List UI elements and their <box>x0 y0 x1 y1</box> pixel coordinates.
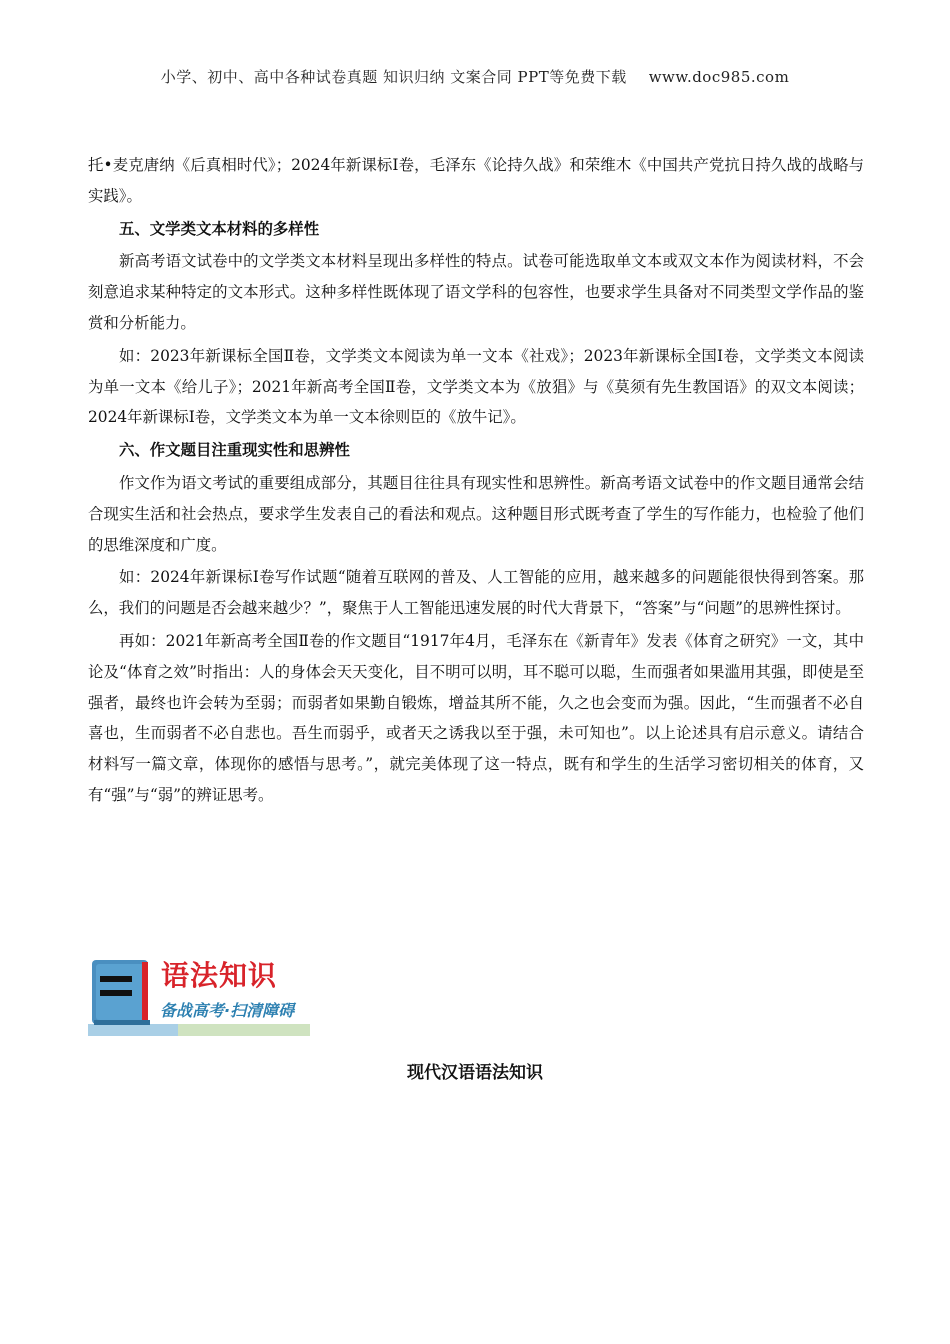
paragraph-literary-examples: 如：2023年新课标全国Ⅱ卷，文学类文本阅读为单一文本《社戏》；2023年新课标全国Ⅰ卷，文学类文本阅读为单一文本《给儿子》；2021年新高考全国Ⅱ卷，文学类文本为《放猖》与《莫须有先生教国语》的双文本阅读；2024年新课标Ⅰ卷，文学类文本为单一文本徐则臣的《放牛记》。 <box>88 346 864 427</box>
paragraph-continuation: 托•麦克唐纳《后真相时代》；2024年新课标Ⅰ卷，毛泽东《论持久战》和荣维木《中国共产党抗日持久战的战略与实践》。 <box>88 156 864 205</box>
header-text: 小学、初中、高中各种试卷真题 知识归纳 文案合同 PPT等免费下载 <box>160 68 627 86</box>
heading-literary-diversity: 五、文学类文本材料的多样性 <box>119 219 320 238</box>
header-url[interactable]: www.doc985.com <box>648 68 790 86</box>
page-header <box>0 66 950 87</box>
document-body <box>88 150 864 813</box>
paragraph-essay-example-2021: 再如：2021年新高考全国Ⅱ卷的作文题目“1917年4月，毛泽东在《新青年》发表《体育之研究》一文，其中论及“体育之效”时指出：人的身体会天天变化，目不明可以明，耳不聪可以聪，生而强者如果滥用其强，即使是至强者，最终也许会转为至弱；而弱者如果勤自锻炼，增益其所不能，久之也会变而为强。因此，“生而强者不必自喜也，生而弱者不必自悲也。吾生而弱乎，或者天之诱我以至于强，未可知也”。以上论述具有启示意义。请结合材料写一篇文章，体现你的感悟与思考。”，就完美体现了这一特点，既有和学生的生活学习密切相关的体育，又有“强”与“弱”的辨证思考。 <box>88 631 864 804</box>
paragraph-literary-intro: 新高考语文试卷中的文学类文本材料呈现出多样性的特点。试卷可能选取单文本或双文本作为阅读材料，不会刻意追求某种特定的文本形式。这种多样性既体现了语文学科的包容性，也要求学生具备对不同类型文学作品的鉴赏和分析能力。 <box>88 252 864 332</box>
section-title: 现代汉语语法知识 <box>407 1063 543 1083</box>
heading-essay-topics: 六、作文题目注重现实性和思辨性 <box>119 441 350 460</box>
paragraph-essay-example-2024: 如：2024年新课标Ⅰ卷写作试题“随着互联网的普及、人工智能的应用，越来越多的问题能很快得到答案。那么，我们的问题是否会越来越少？”，聚焦于人工智能迅速发展的时代大背景下，“答案”与“问题”的思辨性探讨。 <box>88 568 864 618</box>
banner-subtitle: 备战高考·扫清障碍 <box>160 1001 295 1020</box>
grammar-banner <box>88 956 310 1038</box>
banner-title: 语法知识 <box>161 959 278 992</box>
paragraph-essay-intro: 作文作为语文考试的重要组成部分，其题目往往具有现实性和思辨性。新高考语文试卷中的作文题目通常会结合现实生活和社会热点，要求学生发表自己的看法和观点。这种题目形式既考查了学生的写作能力，也检验了他们的思维深度和广度。 <box>88 473 864 554</box>
